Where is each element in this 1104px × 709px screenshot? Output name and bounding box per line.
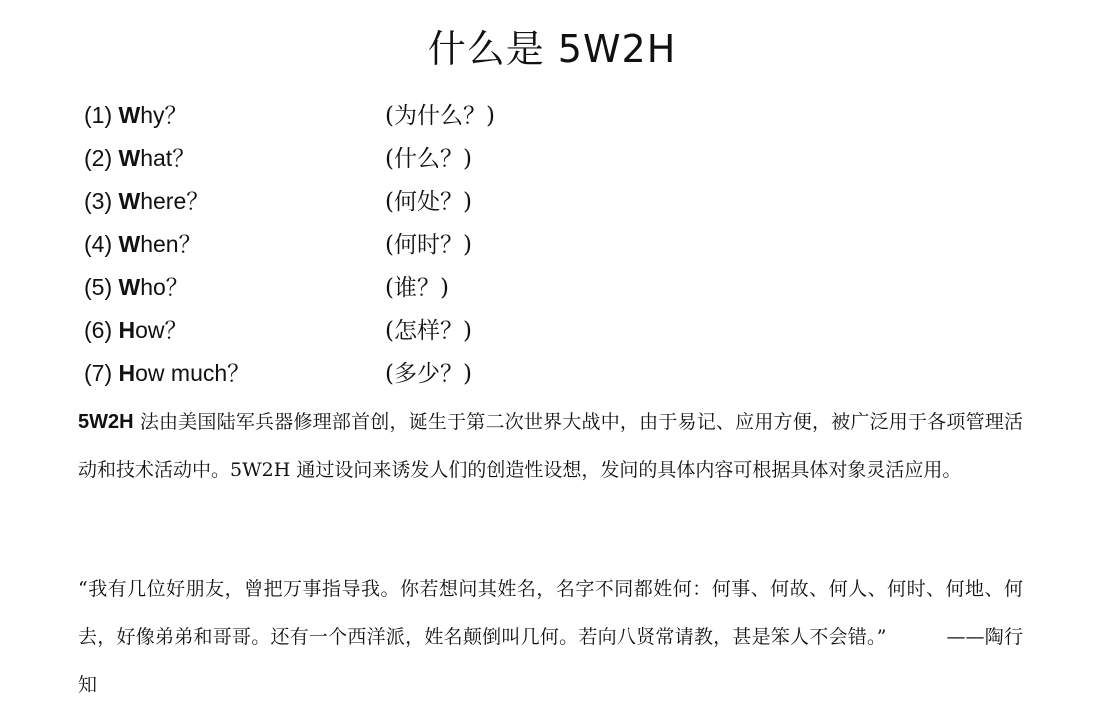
- question-number: (7): [84, 360, 119, 386]
- question-chinese: (为什么？): [385, 103, 495, 129]
- intro-term: 5W2H: [78, 411, 134, 433]
- question-word: ho？: [140, 274, 189, 300]
- question-word: ow much？: [135, 360, 251, 386]
- question-initial: W: [118, 102, 141, 128]
- question-chinese: (谁？): [385, 275, 449, 301]
- question-chinese: (什么？): [385, 146, 472, 172]
- question-chinese: (何时？): [385, 232, 472, 258]
- question-english: [84, 269, 385, 302]
- question-chinese: (多少？): [385, 361, 472, 387]
- page-title: 什么是 5W2H: [427, 27, 677, 71]
- question-word: hat？: [140, 145, 196, 171]
- question-initial: H: [118, 317, 136, 343]
- list-item: [84, 264, 495, 307]
- question-english: [84, 355, 385, 388]
- question-chinese: (怎样？): [385, 318, 472, 344]
- question-word: here？: [140, 188, 210, 214]
- question-initial: W: [118, 231, 141, 257]
- question-number: (1): [84, 102, 119, 128]
- quote-paragraph: [78, 565, 1023, 709]
- quote-text: “我有几位好朋友，曾把万事指导我。你若想问其姓名，名字不同都姓何：何事、何故、何人、何时、何地、何去，好像弟弟和哥哥。还有一个西洋派，姓名颠倒叫几何。若向八贤常请教，甚是笨人不会错。”: [78, 578, 1023, 648]
- list-item: [84, 307, 495, 350]
- question-initial: W: [118, 145, 141, 171]
- question-number: (5): [84, 274, 119, 300]
- question-initial: W: [118, 188, 141, 214]
- question-english: [84, 312, 385, 345]
- intro-text: 法由美国陆军兵器修理部首创，诞生于第二次世界大战中，由于易记、应用方便，被广泛用于各项管理活动和技术活动中。5W2H 通过设问来诱发人们的创造性设想，发问的具体内容可根据具体对象灵活应用。: [78, 411, 1023, 481]
- question-number: (3): [84, 188, 119, 214]
- question-english: [84, 183, 385, 216]
- question-chinese: (何处？): [385, 189, 472, 215]
- question-english: [84, 226, 385, 259]
- question-word: ow？: [135, 317, 188, 343]
- intro-paragraph: [78, 398, 1023, 494]
- question-english: [84, 140, 385, 173]
- question-english: [84, 97, 385, 130]
- list-item: [84, 92, 495, 135]
- question-word: hen？: [140, 231, 202, 257]
- question-list: [84, 92, 495, 393]
- question-word: hy？: [140, 102, 188, 128]
- question-initial: W: [118, 274, 141, 300]
- list-item: [84, 178, 495, 221]
- quote-author: ——陶行知: [78, 626, 1023, 696]
- question-number: (6): [84, 317, 119, 343]
- list-item: [84, 135, 495, 178]
- list-item: [84, 221, 495, 264]
- list-item: [84, 350, 495, 393]
- question-number: (2): [84, 145, 119, 171]
- question-number: (4): [84, 231, 119, 257]
- question-initial: H: [118, 360, 136, 386]
